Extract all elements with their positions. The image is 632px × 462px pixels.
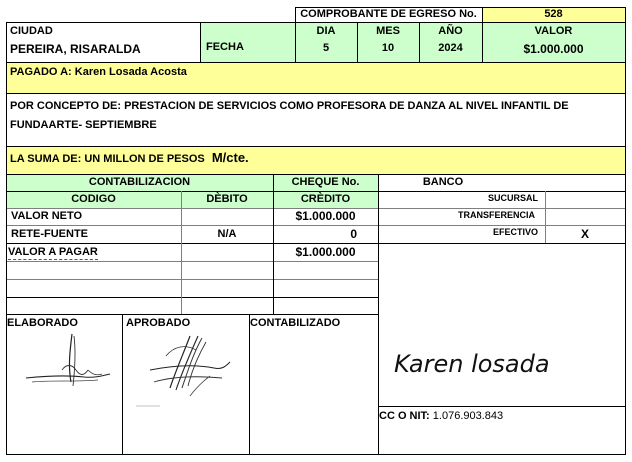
id-label: CC O NIT: [379, 410, 430, 422]
cash-mark: X [580, 227, 589, 241]
table-row-debit: N/A [217, 228, 237, 240]
approved-signature-image [130, 326, 240, 411]
recipient-signature-image [392, 340, 572, 384]
day-value: 5 [322, 42, 330, 54]
value-amount: $1.000.000 [523, 42, 584, 56]
accounted-label: CONTABILIZADO [250, 317, 341, 329]
year-value: 2024 [438, 42, 463, 54]
voucher-number: 528 [544, 8, 563, 20]
date-label: FECHA [206, 41, 244, 53]
table-row-credit: 0 [350, 227, 357, 241]
table-row-credit: $1.000.000 [295, 209, 356, 223]
voucher-title: COMPROBANTE DE EGRESO No. [300, 8, 477, 20]
table-row-credit: $1.000.000 [295, 245, 356, 259]
city-label: CIUDAD [10, 25, 53, 37]
transfer-label: TRANSFERENCIA [457, 210, 535, 220]
month-label: MES [376, 25, 400, 37]
value-label: VALOR [534, 25, 573, 37]
column-credit: CRÈDITO [300, 193, 351, 205]
month-value: 10 [381, 42, 395, 54]
paid-to: PAGADO A: Karen Losada Acosta [10, 66, 187, 78]
approved-label: APROBADO [126, 317, 191, 329]
id-line [379, 410, 503, 423]
cheque-label: CHEQUE No. [291, 176, 360, 188]
amount-in-words [10, 150, 249, 166]
concept: POR CONCEPTO DE: PRESTACION DE SERVICIOS COMO PROFESORA DE DANZA AL NIVEL INFANTIL DE FUNDAARTE- SEPTIEMBRE [10, 100, 569, 131]
recipient-signature-text: Karen losada [394, 350, 550, 378]
cash-label: EFECTIVO [492, 227, 538, 237]
table-row-code: VALOR A PAGAR [8, 246, 98, 260]
amount-words-prefix: LA SUMA DE: UN MILLON DE PESOS [10, 153, 205, 165]
prepared-signature-image [18, 330, 118, 395]
day-label: DIA [316, 25, 336, 37]
branch-label: SUCURSAL [487, 193, 538, 203]
id-number: 1.076.903.843 [432, 410, 504, 422]
column-code: CODIGO [71, 193, 116, 205]
table-row-code: RETE-FUENTE [11, 228, 88, 240]
prepared-label: ELABORADO [7, 317, 78, 329]
bank-label: BANCO [422, 176, 464, 188]
table-row-code: VALOR NETO [11, 210, 83, 222]
amount-words-suffix: M/cte. [211, 150, 249, 165]
accounting-header: CONTABILIZACION [88, 176, 191, 188]
year-label: AÑO [438, 25, 463, 37]
column-debit: DÈBITO [206, 193, 248, 205]
city-value: PEREIRA, RISARALDA [10, 42, 141, 56]
